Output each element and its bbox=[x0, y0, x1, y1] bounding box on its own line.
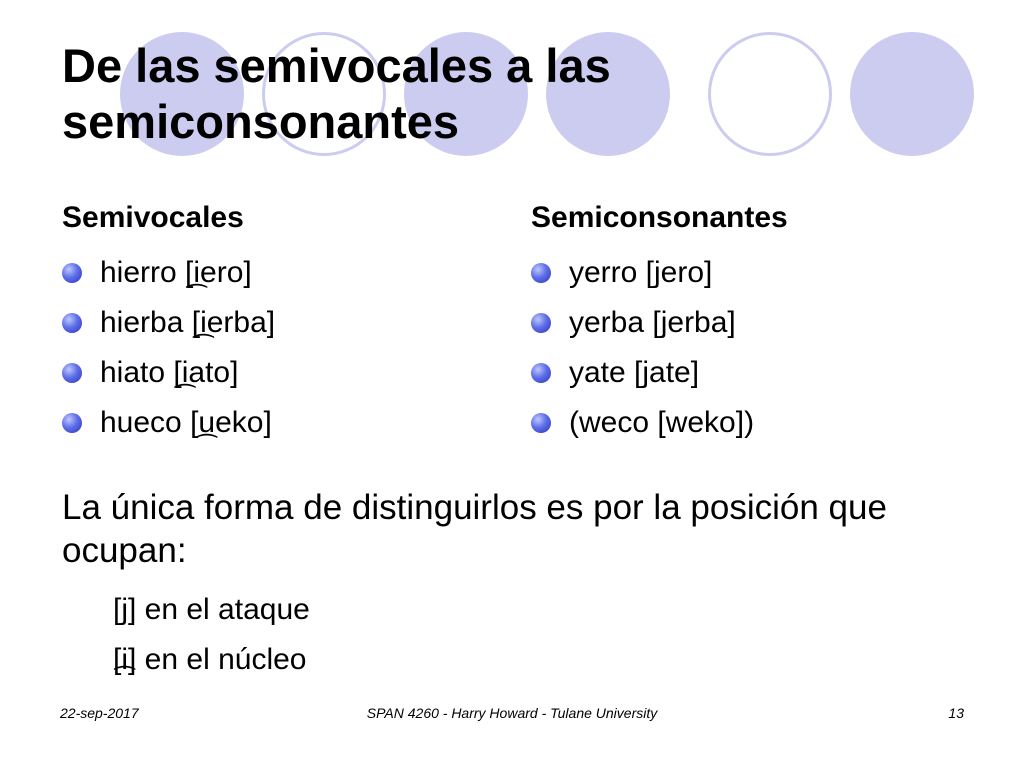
semiconsonantes-heading: Semiconsonantes bbox=[531, 201, 788, 234]
semivocales-list bbox=[62, 248, 482, 448]
item-rest: eko] bbox=[215, 406, 272, 439]
item-word: hierba [ bbox=[100, 306, 201, 339]
list-item bbox=[62, 348, 482, 398]
item-text: yerro [jero] bbox=[569, 256, 713, 289]
item-text: (weco [weko]) bbox=[569, 406, 755, 439]
ipa-nonsyllabic: i ⁀ bbox=[182, 348, 189, 398]
list-item bbox=[531, 348, 951, 398]
list-item bbox=[531, 248, 951, 298]
item-rest: ero] bbox=[200, 256, 252, 289]
list-item bbox=[62, 298, 482, 348]
semiconsonantes-column bbox=[531, 198, 951, 448]
item-rest: ato] bbox=[188, 356, 239, 389]
item-word: hiato [ bbox=[100, 356, 182, 389]
list-item bbox=[62, 248, 482, 298]
title-line-1: De las semivocales a las bbox=[62, 39, 611, 92]
footer-course: SPAN 4260 - Harry Howard - Tulane University bbox=[366, 705, 658, 721]
list-item bbox=[531, 298, 951, 348]
sub-point-nucleus bbox=[113, 640, 306, 680]
bullet-icon bbox=[62, 363, 82, 383]
semiconsonantes-list bbox=[531, 248, 951, 448]
ipa-nonsyllabic: i ⁀ bbox=[121, 640, 128, 680]
bullet-icon bbox=[62, 313, 82, 333]
footer-date: 22-sep-2017 bbox=[60, 705, 139, 721]
ipa-nonsyllabic: u ⁀ bbox=[198, 398, 215, 448]
title-line-2: semiconsonantes bbox=[62, 95, 460, 148]
list-item bbox=[62, 398, 482, 448]
semivocales-column bbox=[62, 198, 482, 448]
bullet-icon bbox=[531, 313, 551, 333]
bullet-icon bbox=[531, 363, 551, 383]
semivocales-heading: Semivocales bbox=[62, 201, 244, 234]
body-paragraph: La única forma de distinguirlos es por la posición que ocupan: bbox=[62, 488, 887, 570]
ipa-nonsyllabic: i ⁀ bbox=[200, 298, 207, 348]
item-word: hierro [ bbox=[100, 256, 194, 289]
sub-point-onset: [j] en el ataque bbox=[113, 593, 310, 626]
sub2-post: ] en el núcleo bbox=[128, 643, 307, 676]
ipa-nonsyllabic: i ⁀ bbox=[193, 248, 200, 298]
item-text: yerba [jerba] bbox=[569, 306, 736, 339]
list-item bbox=[531, 398, 951, 448]
bullet-icon bbox=[531, 413, 551, 433]
item-text: yate [jate] bbox=[569, 356, 700, 389]
bullet-icon bbox=[531, 263, 551, 283]
item-word: hueco [ bbox=[100, 406, 199, 439]
footer-page-number: 13 bbox=[948, 705, 964, 721]
slide-title bbox=[62, 38, 962, 150]
sub2-pre: [ bbox=[113, 643, 122, 676]
bullet-icon bbox=[62, 263, 82, 283]
bullet-icon bbox=[62, 413, 82, 433]
item-rest: erba] bbox=[206, 306, 276, 339]
